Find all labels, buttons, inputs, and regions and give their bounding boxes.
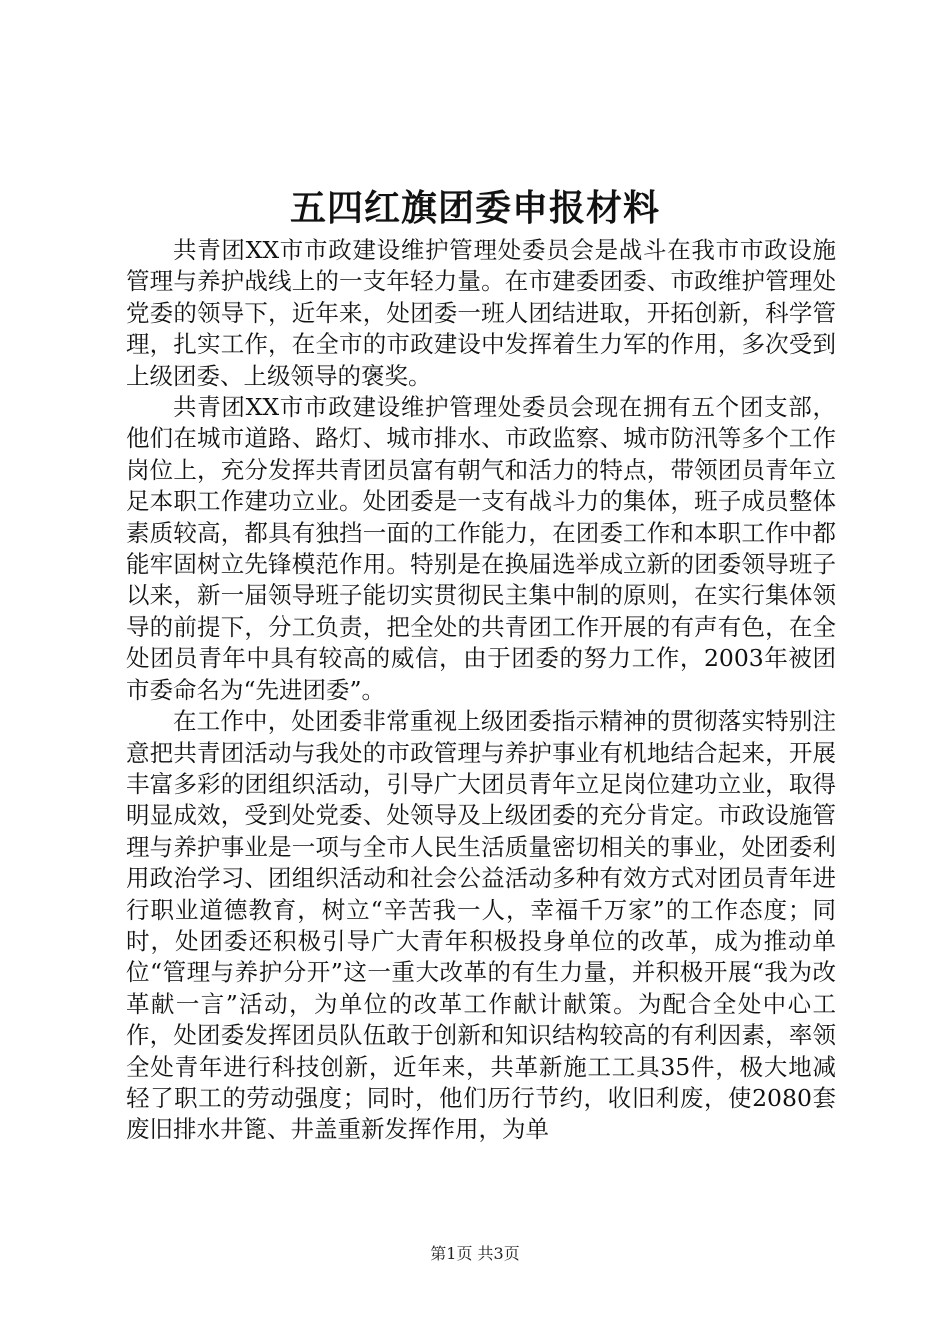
- document-body: [126, 235, 836, 1146]
- paragraph-3: 在工作中，处团委非常重视上级团委指示精神的贯彻落实特别注意把共青团活动与我处的市政管理与养护事业有机地结合起来，开展丰富多彩的团组织活动，引导广大团员青年立足岗位建功立业，取得明显成效，受到处党委、处领导及上级团委的充分肯定。市政设施管理与养护事业是一项与全市人民生活质量密切相关的事业，处团委利用政治学习、团组织活动和社会公益活动多种有效方式对团员青年进行职业道德教育，树立“辛苦我一人，幸福千万家”的工作态度；同时，处团委还积极引导广大青年积极投身单位的改革，成为推动单位“管理与养护分开”这一重大改革的有生力量，并积极开展“我为改革献一言”活动，为单位的改革工作献计献策。为配合全处中心工作，处团委发挥团员队伍敢于创新和知识结构较高的有利因素，率领全处青年进行科技创新，近年来，共革新施工工具35件，极大地减轻了职工的劳动强度；同时，他们历行节约，收旧利废，使2080套废旧排水井篦、井盖重新发挥作用，为单: [126, 707, 836, 1144]
- page-number-footer: 第1页 共3页: [430, 1244, 520, 1263]
- paragraph-2: 共青团XX市市政建设维护管理处委员会现在拥有五个团支部，他们在城市道路、路灯、城市排水、市政监察、城市防汛等多个工作岗位上，充分发挥共青团员富有朝气和活力的特点，带领团员青年立足本职工作建功立业。处团委是一支有战斗力的集体，班子成员整体素质较高，都具有独挡一面的工作能力，在团委工作和本职工作中都能牢固树立先锋模范作用。特别是在换届选举成立新的团委领导班子以来，新一届领导班子能切实贯彻民主集中制的原则，在实行集体领导的前提下，分工负责，把全处的共青团工作开展的有声有色，在全处团员青年中具有较高的威信，由于团委的努力工作，2003年被团市委命名为“先进团委”。: [126, 393, 836, 704]
- document-title: 五四红旗团委申报材料: [289, 187, 660, 229]
- paragraph-1: 共青团XX市市政建设维护管理处委员会是战斗在我市市政设施管理与养护战线上的一支年轻力量。在市建委团委、市政维护管理处党委的领导下，近年来，处团委一班人团结进取，开拓创新，科学管理，扎实工作，在全市的市政建设中发挥着生力军的作用，多次受到上级团委、上级领导的褒奖。: [126, 236, 836, 390]
